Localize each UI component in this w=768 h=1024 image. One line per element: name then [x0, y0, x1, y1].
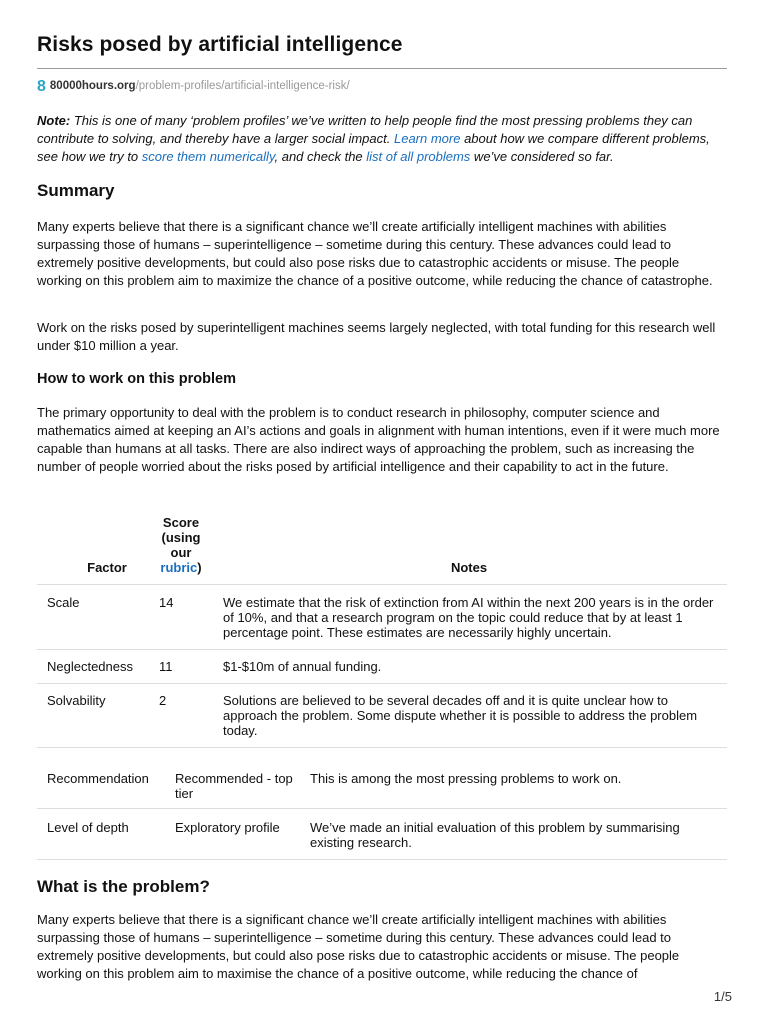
factor-cell: Neglectedness — [47, 659, 133, 674]
recommendation-label: Recommendation — [47, 771, 149, 786]
factor-cell: Solvability — [47, 693, 106, 708]
note-text: about how we compare different problems, see how we try to — [37, 131, 710, 164]
summary-paragraph-2: Work on the risks posed by superintelligent machines seems largely neglected, with total funding for this research well under $10 million a year. — [37, 320, 716, 353]
score-header-line: (using — [161, 530, 201, 545]
notes-cell: $1-$10m of annual funding. — [223, 659, 382, 674]
source-domain: 80000hours.org — [49, 80, 136, 92]
score-them-numerically-link[interactable]: score them numerically — [141, 149, 275, 164]
note-text: This is one of many ‘problem profiles’ we’ve written to help people find the most pressing problems they can contribute to solving, and thereby have a larger social impact. — [37, 113, 693, 146]
note-label: Note: — [37, 113, 71, 128]
notes-cell: We estimate that the risk of extinction from AI within the next 200 years is in the order of 10%, and that a research program on the topic could reduce that by at least 1 percentage point. These estimates are necessarily highly uncertain. — [223, 595, 714, 640]
list-of-all-problems-link[interactable]: list of all problems — [366, 149, 471, 164]
how-to-work-heading: How to work on this problem — [37, 371, 236, 387]
row-divider — [37, 584, 727, 585]
row-divider — [37, 808, 727, 809]
summary-paragraph-1: Many experts believe that there is a significant chance we’ll create artificially intelligent machines with abilities surpassing those of humans – superintelligence – sometime during this century. These advances could lead to extremely positive developments, but could also pose risks due to catastrophic accidents or misuse. The people working on this problem aim to maximize the chance of a positive outcome, while reducing the chance of catastrophe. — [37, 219, 713, 288]
score-header — [153, 515, 209, 575]
rubric-link[interactable]: rubric — [160, 560, 198, 575]
80000hours-logo-icon: 8 — [37, 78, 46, 95]
page-number: 1/5 — [713, 989, 732, 1004]
depth-notes: We’ve made an initial evaluation of this problem by summarising existing research. — [310, 820, 680, 850]
how-to-work-paragraph: The primary opportunity to deal with the problem is to conduct research in philosophy, computer science and mathematics aimed at keeping an AI’s actions and goals in alignment with human intentions, even if it were much more capable than humans at all tasks. There are also indirect ways of approaching the problem, such as increasing the number of people worried about the risks posed by artificial intelligence and their capability to act in the future. — [37, 405, 720, 474]
row-divider — [37, 747, 727, 748]
what-is-the-problem-heading: What is the problem? — [37, 877, 210, 896]
row-divider — [37, 649, 727, 650]
score-cell: 2 — [159, 693, 167, 708]
score-header-close: ) — [197, 560, 202, 575]
notes-header: Notes — [450, 560, 488, 575]
score-cell: 11 — [159, 659, 173, 674]
depth-label: Level of depth — [47, 820, 129, 835]
factor-header: Factor — [87, 560, 127, 575]
factor-cell: Scale — [47, 595, 80, 610]
source-url[interactable] — [37, 78, 350, 96]
recommendation-notes: This is among the most pressing problems to work on. — [310, 771, 622, 786]
page-title: Risks posed by artificial intelligence — [37, 33, 403, 56]
what-is-the-problem-paragraph: Many experts believe that there is a significant chance we’ll create artificially intelligent machines with abilities surpassing those of humans – superintelligence – sometime during this century. These advances could lead to extremely positive developments, but could also pose risks due to catastrophic accidents or misuse. The people working on this problem aim to maximise the chance of a positive outcome, while reducing the chance of — [37, 912, 680, 981]
learn-more-link[interactable]: Learn more — [393, 131, 461, 146]
score-header-line: our — [170, 545, 192, 560]
notes-cell: Solutions are believed to be several decades off and it is quite unclear how to approach the problem. Some dispute whether it is possible to address the problem today. — [223, 693, 698, 738]
intro-note — [37, 112, 727, 166]
note-text: we’ve considered so far. — [470, 149, 614, 164]
note-text: , and check the — [274, 149, 367, 164]
row-divider — [37, 683, 727, 684]
source-path: /problem-profiles/artificial-intelligence-risk/ — [135, 80, 350, 92]
summary-heading: Summary — [37, 181, 115, 200]
row-divider — [37, 859, 727, 860]
title-divider — [37, 68, 727, 69]
recommendation-value: Recommended - top tier — [175, 771, 293, 801]
score-header-line: Score — [162, 515, 200, 530]
depth-value: Exploratory profile — [175, 820, 280, 835]
score-cell: 14 — [159, 595, 174, 610]
